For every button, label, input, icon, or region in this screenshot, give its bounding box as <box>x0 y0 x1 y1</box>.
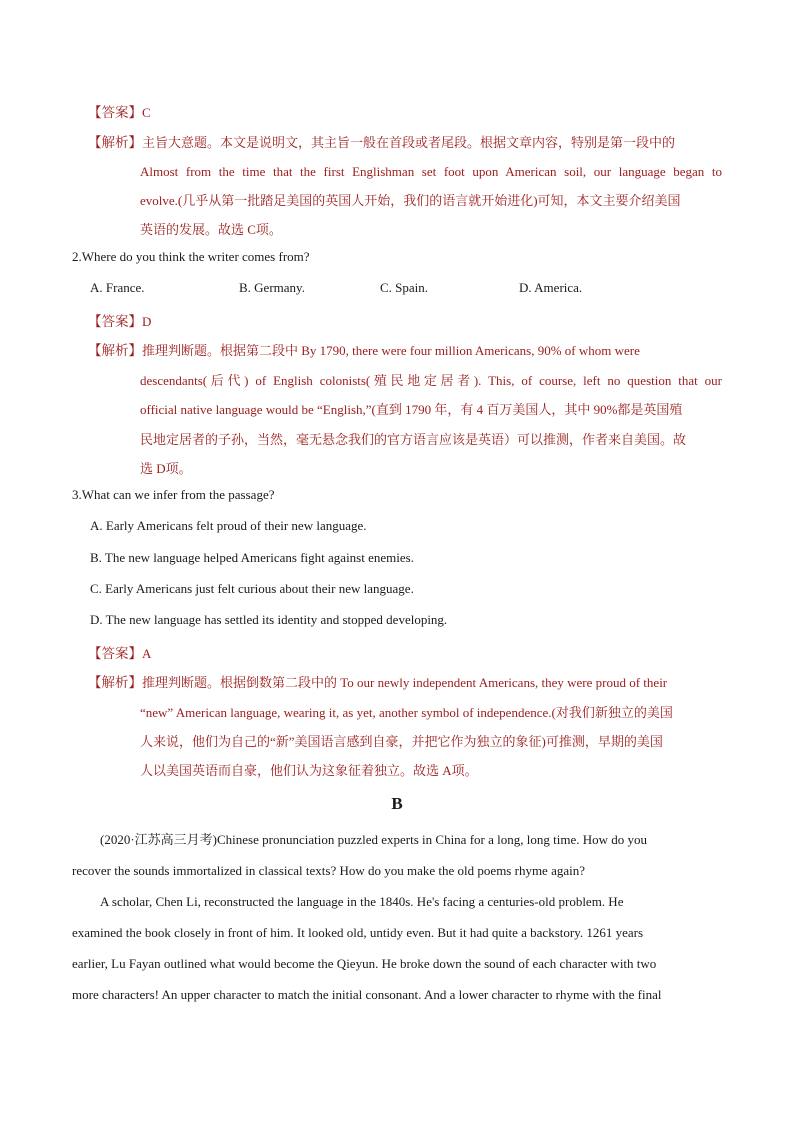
option-a: A. France. <box>90 280 145 295</box>
option-c: C. Spain. <box>380 280 429 295</box>
passage-line: examined the book closely in front of him. It looked old, untidy even. But it had quite a backstory. 1261 years <box>72 925 644 940</box>
answer-value: A <box>142 646 152 661</box>
question-3: 3.What can we infer from the passage? <box>72 487 275 502</box>
q2-answer <box>88 313 151 331</box>
option-c: C. Early Americans just felt curious about their new language. <box>90 581 414 596</box>
analysis-line: 人以美国英语而自豪，他们认为这象征着独立。故选 A项。 <box>140 763 478 778</box>
analysis-tag: 【解析】 <box>88 343 142 358</box>
option-d: D. The new language has settled its identity and stopped developing. <box>90 612 448 627</box>
q1-answer <box>88 104 151 122</box>
answer-value: C <box>142 105 151 120</box>
option-b: B. The new language helped Americans fight against enemies. <box>90 550 414 565</box>
answer-tag: 【答案】 <box>88 314 142 329</box>
q3-answer <box>88 645 151 663</box>
question-2: 2.Where do you think the writer comes from? <box>72 249 310 264</box>
analysis-line: 民地定居者的子孙，当然，毫无悬念我们的官方语言应该是英语）可以推测，作者来自美国。故 <box>140 432 687 447</box>
section-heading: B <box>391 794 403 813</box>
option-a: A. Early Americans felt proud of their new language. <box>90 518 367 533</box>
passage-line: earlier, Lu Fayan outlined what would become the Qieyun. He broke down the sound of each character with two <box>72 956 657 971</box>
answer-tag: 【答案】 <box>88 646 142 661</box>
q3-analysis-first <box>88 674 667 692</box>
analysis-line: Almost from the time that the first Englishman set foot upon American soil, our language began to <box>140 164 722 179</box>
passage-line: A scholar, Chen Li, reconstructed the language in the 1840s. He's facing a centuries-old problem. He <box>100 894 624 909</box>
analysis-line: official native language would be “English,”(直到 1790 年，有 4 百万美国人，其中 90%都是英国殖 <box>140 402 683 417</box>
analysis-line: 推理判断题。根据倒数第二段中的 To our newly independent Americans, they were proud of their <box>142 675 668 690</box>
analysis-line: 英语的发展。故选 C项。 <box>140 222 282 237</box>
analysis-line: 选 D项。 <box>140 461 192 476</box>
answer-tag: 【答案】 <box>88 105 142 120</box>
analysis-tag: 【解析】 <box>88 675 142 690</box>
analysis-line: 主旨大意题。本文是说明文，其主旨一般在首段或者尾段。根据文章内容，特别是第一段中的 <box>142 135 676 150</box>
option-d: D. America. <box>519 280 583 295</box>
passage-line: more characters! An upper character to match the initial consonant. And a lower character to rhyme with the final <box>72 987 662 1002</box>
analysis-line: evolve.(几乎从第一批踏足美国的英国人开始，我们的语言就开始进化)可知，本文主要介绍美国 <box>140 193 681 208</box>
analysis-tag: 【解析】 <box>88 135 142 150</box>
analysis-line: 推理判断题。根据第二段中 By 1790, there were four million Americans, 90% of whom were <box>142 343 640 358</box>
q2-analysis-first <box>88 342 640 360</box>
analysis-line: descendants(后代) of English colonists(殖民地定居者). This, of course, left no question that our <box>140 373 722 388</box>
passage-line: recover the sounds immortalized in classical texts? How do you make the old poems rhyme again? <box>72 863 585 878</box>
q1-analysis-first <box>88 134 675 152</box>
option-b: B. Germany. <box>239 280 305 295</box>
analysis-line: 人来说，他们为自己的“新”美国语言感到自豪，并把它作为独立的象征)可推测，早期的美国 <box>140 734 663 749</box>
passage-line: (2020·江苏高三月考)Chinese pronunciation puzzled experts in China for a long, long time. How do you <box>100 832 647 847</box>
analysis-line: “new” American language, wearing it, as yet, another symbol of independence.(对我们新独立的美国 <box>140 705 673 720</box>
answer-value: D <box>142 314 152 329</box>
